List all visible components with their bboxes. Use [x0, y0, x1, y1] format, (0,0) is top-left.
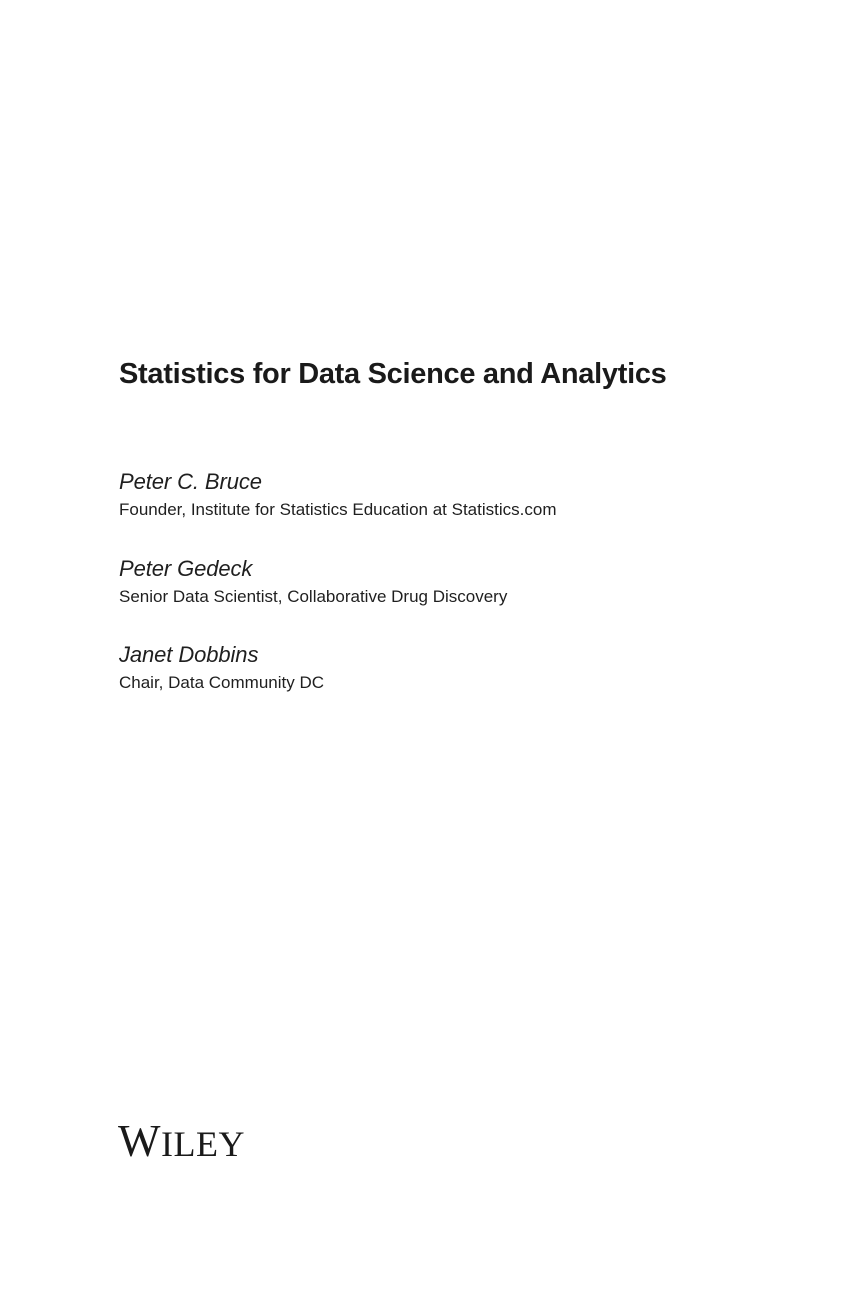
publisher-logo [118, 1114, 245, 1171]
author-affiliation: Founder, Institute for Statistics Education at Statistics.com [119, 500, 557, 519]
author-block [119, 641, 324, 694]
author-block [119, 555, 507, 608]
author-affiliation: Senior Data Scientist, Collaborative Drug Discovery [119, 587, 508, 606]
author-block [119, 468, 556, 521]
author-name: Peter Gedeck [119, 556, 253, 581]
publisher-logo-initial: W [118, 1116, 161, 1166]
author-name: Janet Dobbins [119, 642, 259, 667]
author-name: Peter C. Bruce [119, 469, 262, 494]
publisher-logo-rest: ILEY [160, 1124, 245, 1164]
book-title: Statistics for Data Science and Analytics [119, 358, 667, 390]
author-affiliation: Chair, Data Community DC [119, 673, 325, 692]
